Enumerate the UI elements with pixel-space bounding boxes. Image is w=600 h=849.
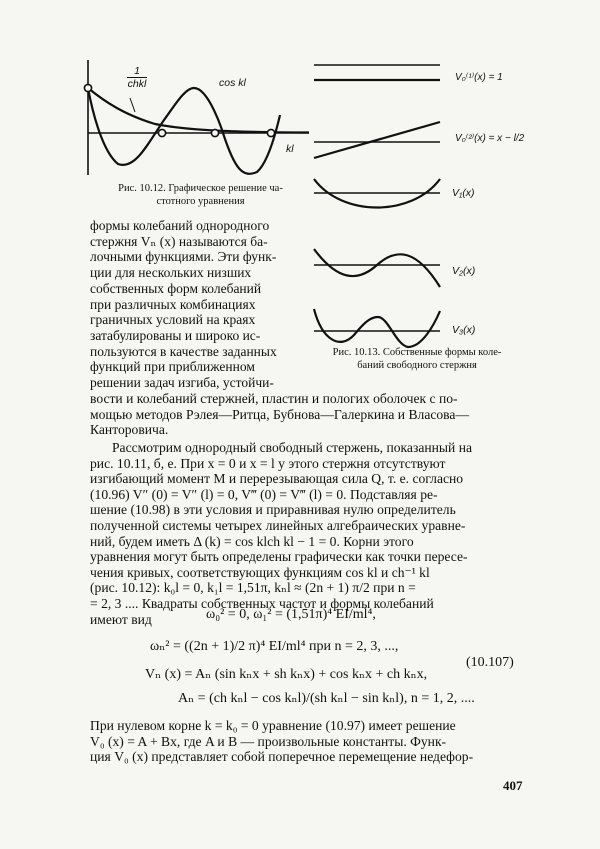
left-line-2: лочными функциями. Эти функ- xyxy=(90,249,277,265)
paragraph-3 xyxy=(90,718,530,765)
p1-line-2: Канторовича. xyxy=(90,422,169,438)
p2-line-9: (рис. 10.12): k₀l = 0, k₁l = 1,51π, kₙl ≈ (2n + 1) π/2 при n = xyxy=(90,580,416,596)
left-line-4: собственных форм колебаний xyxy=(90,280,262,296)
paragraph-2 xyxy=(90,440,530,627)
fig1013-v3-curve xyxy=(314,309,440,347)
p2-line-10: = 2, 3 .... Квадраты собственных частот и формы колебаний xyxy=(90,595,434,611)
left-line-9: функций при приближенном xyxy=(90,359,255,375)
p2-line-3: (10.96) V″ (0) = V″ (l) = 0, V‴ (0) = V‴ (l) = 0. Подставляя ре- xyxy=(90,486,438,502)
fig1013-v02-curve xyxy=(314,122,440,158)
equation-line-3: Vₙ (x) = Aₙ (sin kₙx + sh kₙx) + cos kₙx + ch kₙx, xyxy=(145,667,428,682)
fig1012-intersection-2 xyxy=(211,129,218,136)
fig1013-label-v2: V₂(x) xyxy=(452,265,476,277)
fig1012-label-den: chkl xyxy=(127,78,147,90)
p2-line-2: изгибающий момент M и перерезывающая сила Q, т. е. согласно xyxy=(90,471,464,487)
fig1013-label-v02: V₀⁽²⁾(x) = x − l/2 xyxy=(455,133,525,144)
p3-line-1: V₀ (x) = A + Bx, где A и B — произвольные константы. Функ- xyxy=(90,733,447,749)
p2-line-7: уравнения могут быть определены графически как точки пересе- xyxy=(90,549,468,565)
p2-line-6: ний, будем иметь Δ (k) = cos klch kl − 1 = 0. Корни этого xyxy=(90,533,414,549)
equation-number: (10.107) xyxy=(466,655,514,670)
figure-10-13 xyxy=(312,55,452,355)
p3-line-0: При нулевом корне k = k₀ = 0 уравнение (10.97) имеет решение xyxy=(90,718,456,733)
fig1012-label-num: 1 xyxy=(127,66,147,78)
left-line-8: пользуются в качестве заданных xyxy=(90,343,277,359)
p2-line-11: имеют вид xyxy=(90,611,152,627)
fig1012-intersection-0 xyxy=(84,84,91,91)
fig1012-inverse-cosh-curve xyxy=(88,88,309,133)
fig1013-v2-curve xyxy=(314,249,440,287)
left-line-1: стержня Vₙ (x) называются ба- xyxy=(90,233,268,249)
fig1012-caption-line2: стотного уравнения xyxy=(156,195,245,207)
fig1012-intersection-3 xyxy=(267,129,274,136)
fig1013-caption-line1: Рис. 10.13. Собственные формы коле- xyxy=(332,347,502,358)
fig1012-label-leader xyxy=(130,98,135,112)
equation-line-2: ωₙ² = ((2n + 1)/2 π)⁴ EI/ml⁴ при n = 2, 3, ..., xyxy=(150,639,399,654)
left-line-3: ции для нескольких низших xyxy=(90,265,252,281)
fig1012-label-inv-cosh xyxy=(117,66,157,90)
fig1013-label-v01: V₀⁽¹⁾(x) = 1 xyxy=(455,72,503,83)
left-line-7: затабулированы и широко ис- xyxy=(90,327,261,343)
fig1012-label-axis: kl xyxy=(286,143,294,155)
left-text-column xyxy=(90,218,300,391)
p1-line-1: мощью методов Рэлея—Ритца, Бубнова—Галеркина и Власова— xyxy=(90,406,470,422)
equation-line-4: Aₙ = (ch kₙl − cos kₙl)/(sh kₙl − sin kₙl), n = 1, 2, .... xyxy=(178,691,475,706)
p1-line-0: вости и колебаний стержней, пластин и пологих оболочек с по- xyxy=(90,391,458,406)
p3-line-2: ция V₀ (x) представляет собой поперечное перемещение недефор- xyxy=(90,749,474,765)
p2-line-1: рис. 10.11, б, е. При x = 0 и x = l у этого стержня отсутствуют xyxy=(90,455,446,471)
fig1012-caption-line1: Рис. 10.12. Графическое решение ча- xyxy=(118,183,283,194)
fig1013-caption xyxy=(312,347,522,372)
fig1013-label-v3: V₃(x) xyxy=(452,324,476,336)
p2-line-5: полученной системы четырех линейных алгебраических уравне- xyxy=(90,517,466,533)
page-number: 407 xyxy=(503,778,523,793)
fig1013-caption-line2: баний свободного стержня xyxy=(357,359,477,371)
left-line-5: при различных комбинациях xyxy=(90,296,256,312)
p2-line-4: шение (10.98) в эти условия и приравнивая нулю определитель xyxy=(90,502,456,518)
p2-line-0: Рассмотрим однородный свободный стержень, показанный на xyxy=(112,440,473,455)
fig1012-caption xyxy=(88,183,313,208)
left-line-10: решении задач изгиба, устойчи- xyxy=(90,375,274,391)
fig1012-label-cos: cos kl xyxy=(219,77,246,89)
equation-line-1: ω₀² = 0, ω₁² = (1,51π)⁴ EI/ml⁴, xyxy=(206,607,376,622)
fig1013-label-v1: V₁(x) xyxy=(452,187,475,199)
paragraph-1-end xyxy=(90,391,530,438)
fig1012-intersection-1 xyxy=(158,129,165,136)
p2-line-8: чения кривых, соответствующих функциям cos kl и ch⁻¹ kl xyxy=(90,564,430,580)
left-line-0: формы колебаний однородного xyxy=(90,218,270,233)
left-line-6: граничных условий на краях xyxy=(90,312,256,328)
